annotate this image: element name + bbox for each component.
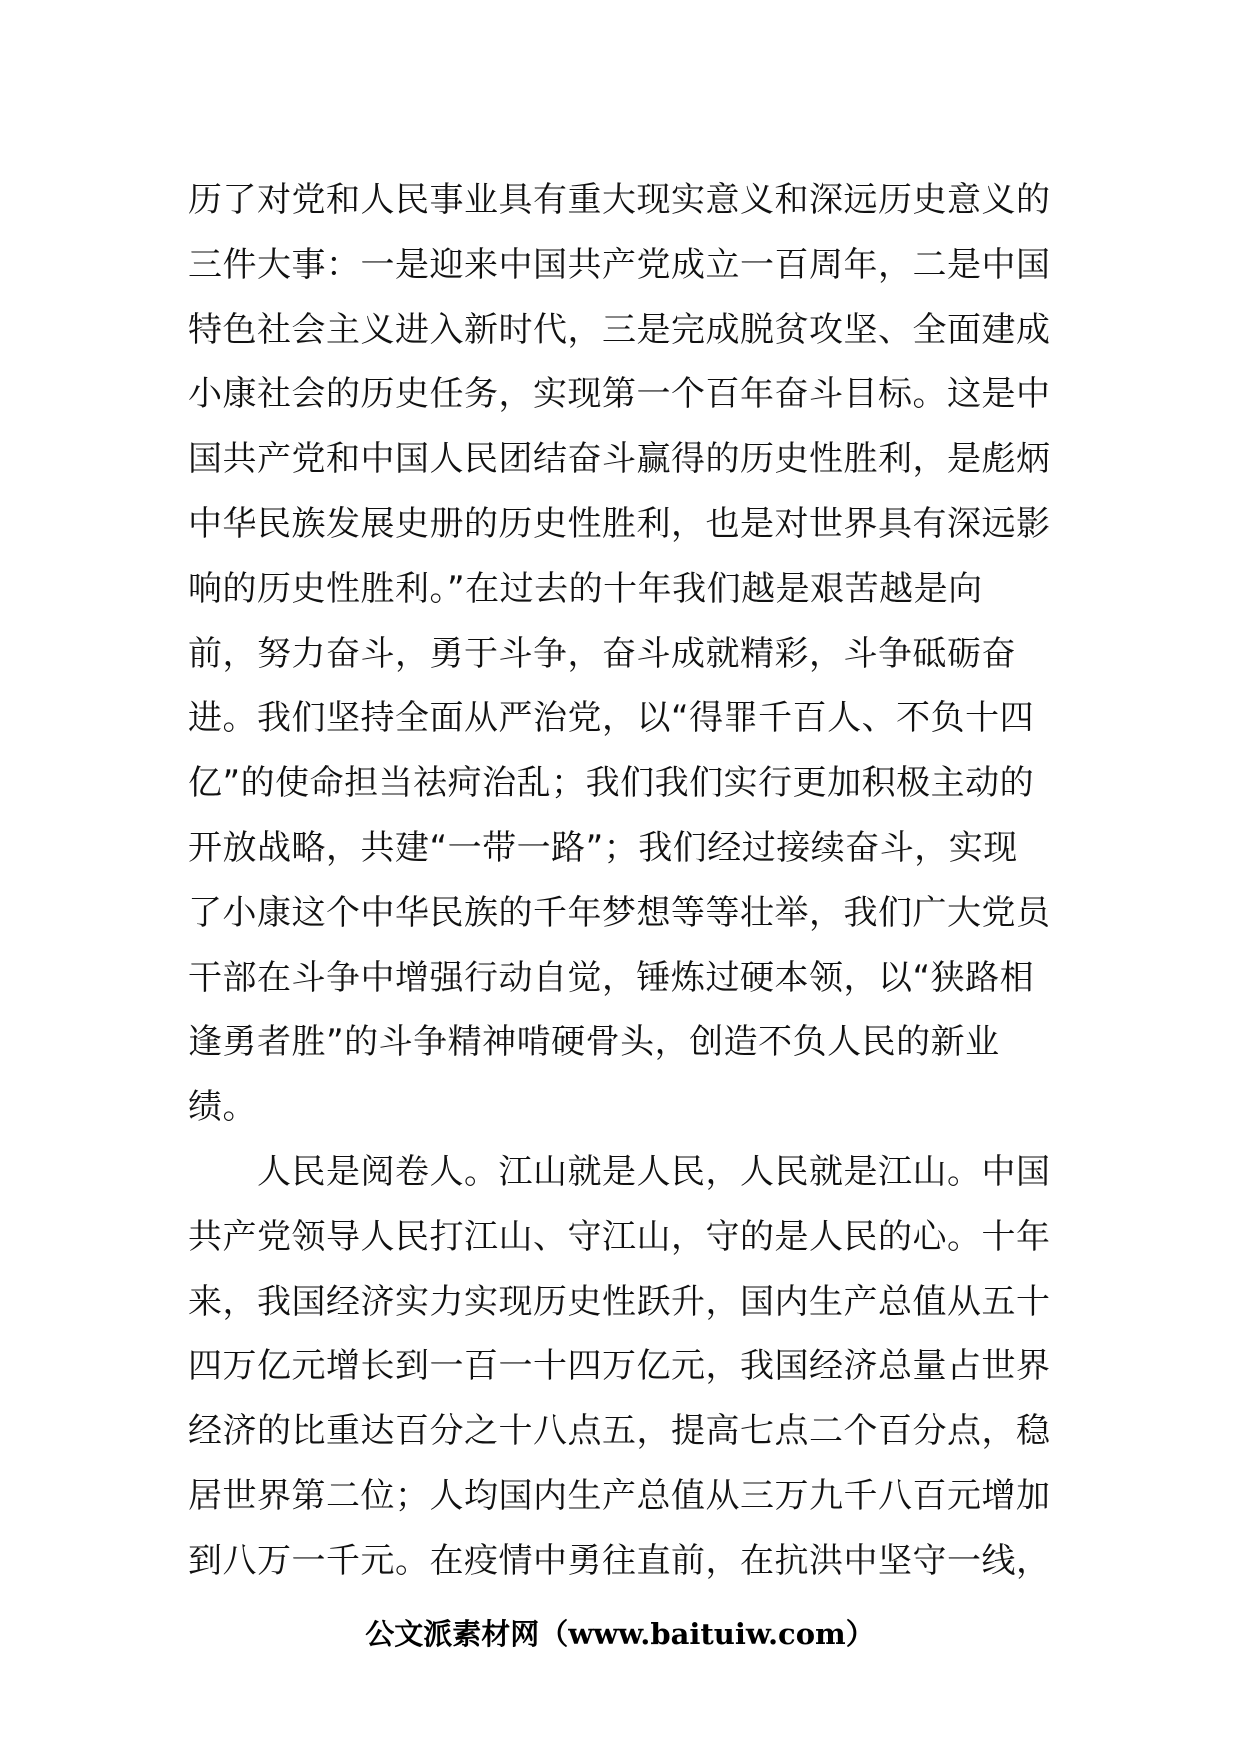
text-line: 亿”的使命担当祛疴治乱；我们我们实行更加积极主动的 [188,763,1035,804]
text-line: 经济的比重达百分之十八点五，提高七点二个百分点，稳 [188,1411,1051,1452]
text-line: 响的历史性胜利。”在过去的十年我们越是艰苦越是向 [188,568,983,609]
text-line: 进。我们坚持全面从严治党，以“得罪千百人、不负十四 [188,698,1035,739]
body-text [188,168,1058,1594]
text-line: 人民是阅卷人。江山就是人民，人民就是江山。中国 [188,1151,1051,1192]
text-line: 到八万一千元。在疫情中勇往直前，在抗洪中坚守一线， [188,1540,1051,1581]
text-line: 国共产党和中国人民团结奋斗赢得的历史性胜利，是彪炳 [188,439,1051,480]
text-line: 特色社会主义进入新时代，三是完成脱贫攻坚、全面建成 [188,309,1051,350]
text-line: 中华民族发展史册的历史性胜利，也是对世界具有深远影 [188,503,1051,544]
text-line: 三件大事：一是迎来中国共产党成立一百周年，二是中国 [188,244,1051,285]
text-line: 来，我国经济实力实现历史性跃升，国内生产总值从五十 [188,1281,1051,1322]
text-line: 四万亿元增长到一百一十四万亿元，我国经济总量占世界 [188,1346,1051,1387]
text-line: 干部在斗争中增强行动自觉，锤炼过硬本领，以“狭路相 [188,957,1035,998]
page-footer: 公文派素材网（www.baituiw.com） [365,1617,875,1651]
text-line: 绩。 [188,1087,257,1128]
text-line: 逢勇者胜”的斗争精神啃硬骨头，创造不负人民的新业 [188,1022,1000,1063]
text-line: 历了对党和人民事业具有重大现实意义和深远历史意义的 [188,180,1051,220]
text-line: 共产党领导人民打江山、守江山，守的是人民的心。十年 [188,1216,1051,1257]
text-line: 前，努力奋斗，勇于斗争，奋斗成就精彩，斗争砥砺奋 [188,633,1016,674]
text-line: 居世界第二位；人均国内生产总值从三万九千八百元增加 [188,1475,1051,1516]
text-line: 小康社会的历史任务，实现第一个百年奋斗目标。这是中 [188,374,1051,415]
text-line: 开放战略，共建“一带一路”；我们经过接续奋斗，实现 [188,827,1018,868]
text-line: 了小康这个中华民族的千年梦想等等壮举，我们广大党员 [188,892,1051,933]
